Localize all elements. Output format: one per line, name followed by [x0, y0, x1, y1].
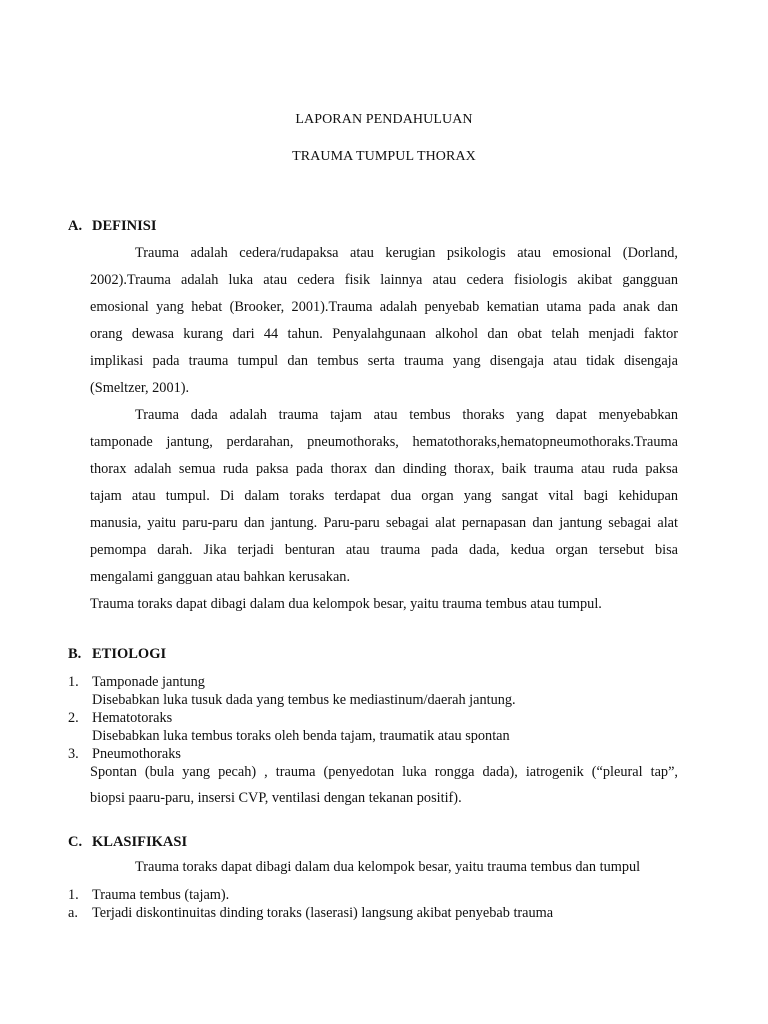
list-item [68, 709, 680, 727]
section-b-title: ETIOLOGI [92, 646, 167, 662]
definisi-paragraph-3 [90, 591, 678, 618]
paragraph-line: orang dewasa kurang dari 44 tahun. Penyalahgunaan alkohol dan obat telah menjadi faktor [90, 326, 678, 342]
klasifikasi-list [68, 886, 680, 922]
section-a-heading [68, 217, 156, 235]
list-number: 1. [68, 674, 79, 690]
section-c-title: KLASIFIKASI [92, 834, 188, 850]
list-item-title: Tamponade jantung [92, 674, 205, 690]
list-number: 3. [68, 746, 79, 762]
klasifikasi-intro: Trauma toraks dapat dibagi dalam dua kelompok besar, yaitu trauma tembus dan tumpul [135, 859, 641, 875]
list-number: 1. [68, 887, 79, 903]
paragraph-line: implikasi pada trauma tumpul dan tembus serta trauma yang disengaja atau tidak disengaja [90, 353, 678, 369]
paragraph-line: Trauma dada adalah trauma tajam atau tembus thoraks yang dapat menyebabkan [135, 407, 678, 423]
list-number: 2. [68, 710, 79, 726]
section-a-letter: A. [68, 218, 83, 234]
list-item-text: Terjadi diskontinuitas dinding toraks (laserasi) langsung akibat penyebab trauma [92, 905, 554, 921]
list-item-title: Hematotoraks [92, 710, 173, 726]
list-item-description: Disebabkan luka tembus toraks oleh benda tajam, traumatik atau spontan [92, 728, 510, 744]
paragraph-line: thorax adalah semua ruda paksa pada thorax dan dinding thorax, baik trauma atau ruda paksa [90, 461, 678, 477]
paragraph-line: mengalami gangguan atau bahkan kerusakan. [90, 569, 351, 585]
list-item [68, 745, 680, 763]
list-item [68, 904, 680, 922]
list-item-text: Trauma tembus (tajam). [92, 887, 230, 903]
list-item-title: Pneumothoraks [92, 746, 181, 762]
list-letter: a. [68, 905, 78, 921]
list-item-description: Disebabkan luka tusuk dada yang tembus ke mediastinum/daerah jantung. [92, 692, 516, 708]
paragraph-line: 2002).Trauma adalah luka atau cedera fisik lainnya atau cedera fisiologis akibat gangguan [90, 272, 678, 288]
section-b-heading [68, 645, 166, 663]
list-item [68, 886, 680, 904]
document-title: LAPORAN PENDAHULUAN [295, 112, 473, 127]
paragraph-line: (Smeltzer, 2001). [90, 380, 190, 396]
section-c-heading [68, 833, 187, 851]
section-c-letter: C. [68, 834, 83, 850]
definisi-paragraph-2 [90, 402, 678, 591]
paragraph-line: tajam atau tumpul. Di dalam toraks terdapat dua organ yang sangat vital bagi kehidupan [90, 488, 678, 504]
list-item-description: biopsi paaru-paru, insersi CVP, ventilasi dengan tekanan positif). [90, 790, 462, 806]
list-item [68, 673, 680, 691]
section-b-letter: B. [68, 646, 82, 662]
document-subtitle: TRAUMA TUMPUL THORAX [292, 149, 476, 164]
definisi-paragraph-1 [90, 240, 678, 402]
list-item-description: Spontan (bula yang pecah) , trauma (penyedotan luka rongga dada), iatrogenik (“pleural tap”, [90, 764, 678, 780]
paragraph-line: tamponade jantung, perdarahan, pneumothoraks, hematothoraks,hematopneumothoraks.Trauma [90, 434, 678, 450]
paragraph-line: manusia, yaitu paru-paru dan jantung. Paru-paru sebagai alat pernapasan dan jantung sebagai alat [90, 515, 678, 531]
paragraph-line: pemompa darah. Jika terjadi benturan atau trauma pada dada, kedua organ tersebut bisa [90, 542, 678, 558]
etiologi-list [68, 673, 680, 763]
paragraph-line: Trauma adalah cedera/rudapaksa atau kerugian psikologis atau emosional (Dorland, [135, 245, 678, 261]
paragraph-line: emosional yang hebat (Brooker, 2001).Trauma adalah penyebab kematian utama pada anak dan [90, 299, 678, 315]
paragraph-line: Trauma toraks dapat dibagi dalam dua kelompok besar, yaitu trauma tembus atau tumpul. [90, 596, 602, 612]
section-a-title: DEFINISI [92, 218, 157, 234]
